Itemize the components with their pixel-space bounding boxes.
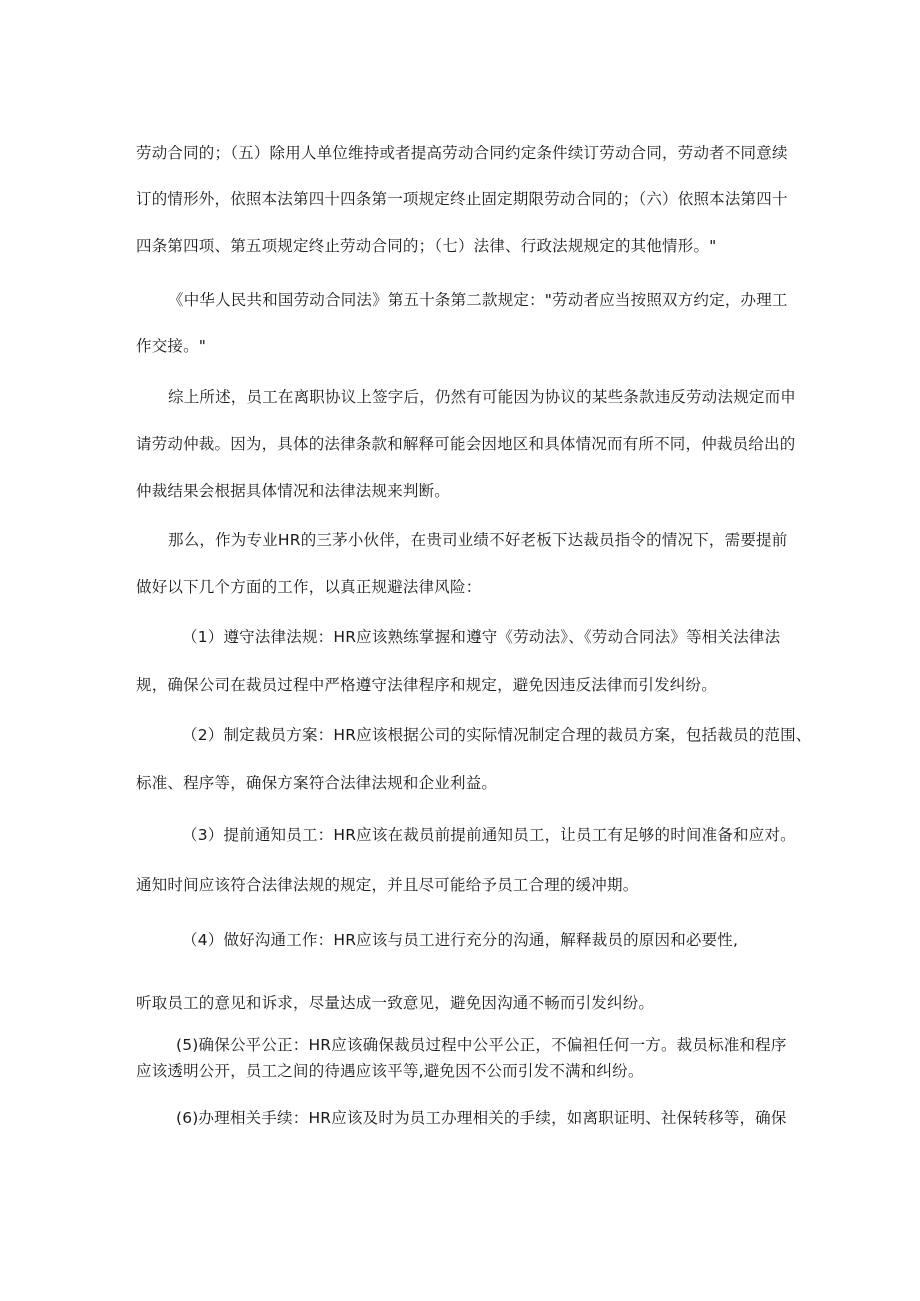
text-line: 综上所述，员工在离职协议上签字后，仍然有可能因为协议的某些条款违反劳动法规定而申 — [168, 388, 797, 406]
text-line: 《中华人民共和国劳动合同法》第五十条第二款规定："劳动者应当按照双方约定，办理工 — [168, 291, 788, 309]
text-line: (6)办理相关手续：HR应该及时为员工办理相关的手续，如离职证明、社保转移等，确保 — [176, 1109, 787, 1127]
text-line: 应该透明公开，员工之间的待遇应该平等,避免因不公而引发不满和纠纷。 — [136, 1062, 644, 1080]
text-line: 请劳动仲裁。因为，具体的法律条款和解释可能会因地区和具体情况而有所不同，仲裁员给出的 — [136, 435, 796, 453]
text-line: 做好以下几个方面的工作，以真正规避法律风险： — [136, 578, 482, 596]
text-line: （4）做好沟通工作：HR应该与员工进行充分的沟通，解释裁员的原因和必要性, — [182, 931, 739, 949]
text-line: 作交接。" — [136, 337, 207, 355]
text-line: 通知时间应该符合法律法规的规定，并且尽可能给予员工合理的缓冲期。 — [136, 876, 639, 894]
text-line: 仲裁结果会根据具体情况和法律法规来判断。 — [136, 482, 451, 500]
text-line: (5)确保公平公正：HR应该确保裁员过程中公平公正，不偏袒任何一方。裁员标准和程序 — [176, 1036, 787, 1054]
text-line: 那么，作为专业HR的三茅小伙伴，在贵司业绩不好老板下达裁员指令的情况下，需要提前 — [168, 531, 788, 549]
text-line: 劳动合同的；（五）除用人单位维持或者提高劳动合同约定条件续订劳动合同，劳动者不同意续 — [136, 144, 788, 162]
text-line: 标准、程序等，确保方案符合法律法规和企业利益。 — [136, 774, 498, 792]
text-line: 听取员工的意见和诉求，尽量达成一致意见，避免因沟通不畅而引发纠纷。 — [136, 994, 655, 1012]
text-line: 四条第四项、第五项规定终止劳动合同的；（七）法律、行政法规规定的其他情形。" — [136, 237, 717, 255]
text-line: 订的情形外，依照本法第四十四条第一项规定终止固定期限劳动合同的；（六）依照本法第四十 — [136, 190, 788, 208]
text-line: （2）制定裁员方案：HR应该根据公司的实际情况制定合理的裁员方案，包括裁员的范围、 — [182, 726, 812, 744]
text-line: （3）提前通知员工：HR应该在裁员前提前通知员工，让员工有足够的时间准备和应对。 — [182, 826, 796, 844]
text-line: （1）遵守法律法规：HR应该熟练掌握和遵守《劳动法》、《劳动合同法》等相关法律法 — [182, 628, 781, 646]
text-line: 规，确保公司在裁员过程中严格遵守法律程序和规定，避免因违反法律而引发纠纷。 — [136, 676, 717, 694]
